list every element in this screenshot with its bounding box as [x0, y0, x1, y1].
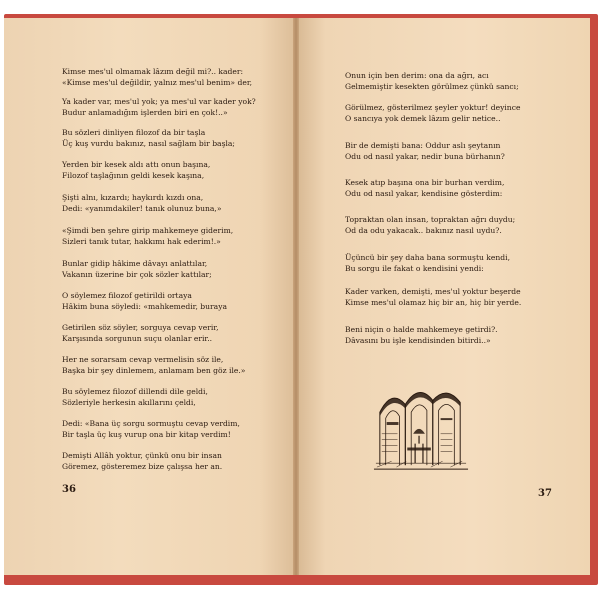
left-stanza-12 — [62, 418, 240, 441]
right-stanza-8 — [345, 324, 498, 347]
verse-line: Hâkim buna söyledi: «mahkemedir, buraya — [62, 302, 228, 312]
verse-line: Dedi: «yanımdakiler! tanık olunuz buna,» — [62, 204, 222, 214]
page-number-right: 37 — [538, 488, 552, 499]
verse-line: O söylemez filozof getirildi ortaya — [62, 291, 192, 300]
verse-line: Budur anlamadığım işlerden biri en çok!..» — [62, 108, 228, 118]
verse-line: Sözleriyle herkesin akıllarını çeldi, — [62, 398, 196, 408]
verse-line: Üçüncü bir şey daha bana sormuştu kendi, — [345, 253, 510, 262]
verse-line: Getirilen söz söyler, sorguya cevap verir, — [62, 323, 219, 332]
verse-line: Bir taşla üç kuş vurup ona bir kitap verdim! — [62, 430, 231, 440]
book-gutter — [293, 18, 299, 575]
left-stanza-10 — [62, 354, 245, 377]
verse-line: Yerden bir kesek aldı attı onun başına, — [62, 160, 211, 169]
right-stanza-1 — [345, 70, 519, 93]
left-stanza-13 — [62, 450, 222, 473]
right-stanza-7 — [345, 286, 521, 309]
verse-line: Kimse mes'ul olmamak lâzım değil mi?.. kader: — [62, 67, 244, 76]
verse-line: «Şimdi ben şehre girip mahkemeye giderim, — [62, 226, 234, 235]
left-stanza-2 — [62, 96, 256, 119]
verse-line: Dedi: «Bana üç sorgu sormuştu cevap verdim, — [62, 419, 240, 428]
verse-line: Kesek atıp başına ona bir burhan verdim, — [345, 178, 505, 187]
verse-line: Ya kader var, mes'ul yok; ya mes'ul var kader yok? — [62, 97, 256, 106]
verse-line: Topraktan olan insan, topraktan ağrı duydu; — [345, 215, 516, 224]
verse-line: Onun için ben derim: ona da ağrı, acı — [345, 71, 489, 80]
right-stanza-3 — [345, 140, 505, 163]
verse-line: Odu od nasıl yakar, nedir buna bürhanın? — [345, 152, 505, 162]
verse-line: Başka bir şey dinlemem, anlamam ben göz ile.» — [62, 366, 246, 376]
verse-line: Bir de demişti bana: Oddur aslı şeytanın — [345, 141, 501, 150]
verse-line: O sancıya yok demek lâzım gelir netice.. — [345, 114, 501, 124]
verse-line: Kader varken, demişti, mes'ul yoktur beşerde — [345, 287, 521, 296]
right-stanza-6 — [345, 252, 510, 275]
verse-line: Bu söylemez filozof dillendi dile geldi, — [62, 387, 208, 396]
left-stanza-9 — [62, 322, 219, 345]
verse-line: Görülmez, gösterilmez şeyler yoktur! deyince — [345, 103, 521, 112]
verse-line: Karşısında sorgunun suçu olanlar erir.. — [62, 334, 213, 344]
right-stanza-4 — [345, 177, 504, 200]
verse-line: «Kimse mes'ul değildir, yalnız mes'ul benim» der, — [62, 78, 253, 88]
left-stanza-1 — [62, 66, 252, 89]
verse-line: Göremez, gösteremez bize çalışsa her an. — [62, 462, 223, 472]
left-stanza-7 — [62, 258, 212, 281]
verse-line: Her ne sorarsam cevap vermelisin söz ile, — [62, 355, 224, 364]
verse-line: Gelmemiştir kesekten görülmez çünkü sancı; — [345, 82, 519, 92]
verse-line: Bu sözleri dinliyen filozof da bir taşla — [62, 128, 206, 137]
verse-line: Filozof taşlağının geldi kesek kaşına, — [62, 171, 205, 181]
verse-line: Demişti Allâh yoktur, çünkü onu bir insan — [62, 451, 222, 460]
courtyard-arcade-illustration — [372, 375, 470, 473]
right-stanza-2 — [345, 102, 520, 125]
verse-line: Bunlar gidip hâkime dâvayı anlattılar, — [62, 259, 208, 268]
verse-line: Üç kuş vurdu bakınız, nasıl sağlam bir başla; — [62, 139, 235, 149]
left-stanza-6 — [62, 225, 233, 248]
left-stanza-5 — [62, 192, 222, 215]
verse-line: Dâvasını bu işle kendisinden bitirdi..» — [345, 336, 491, 346]
left-stanza-8 — [62, 290, 227, 313]
verse-line: Bu sorgu ile fakat o kendisini yendi: — [345, 264, 484, 274]
page-number-left: 36 — [62, 484, 76, 495]
left-stanza-11 — [62, 386, 208, 409]
verse-line: Sizleri tanık tutar, hakkımı hak ederim!.» — [62, 237, 221, 247]
verse-line: Kimse mes'ul olamaz hiç bir an, hiç bir yerde. — [345, 298, 522, 308]
verse-line: Odu od nasıl yakar, kendisine gösterdim: — [345, 189, 503, 199]
right-stanza-5 — [345, 214, 515, 237]
verse-line: Od da odu yakacak.. bakınız nasıl uydu?. — [345, 226, 502, 236]
verse-line: Vakanın üzerine bir çok sözler kattılar; — [62, 270, 212, 280]
verse-line: Şişti alnı, kızardı; haykırdı kızdı ona, — [62, 193, 204, 202]
verse-line: Beni niçin o halde mahkemeye getirdi?. — [345, 325, 498, 334]
left-stanza-4 — [62, 159, 210, 182]
left-stanza-3 — [62, 127, 235, 150]
